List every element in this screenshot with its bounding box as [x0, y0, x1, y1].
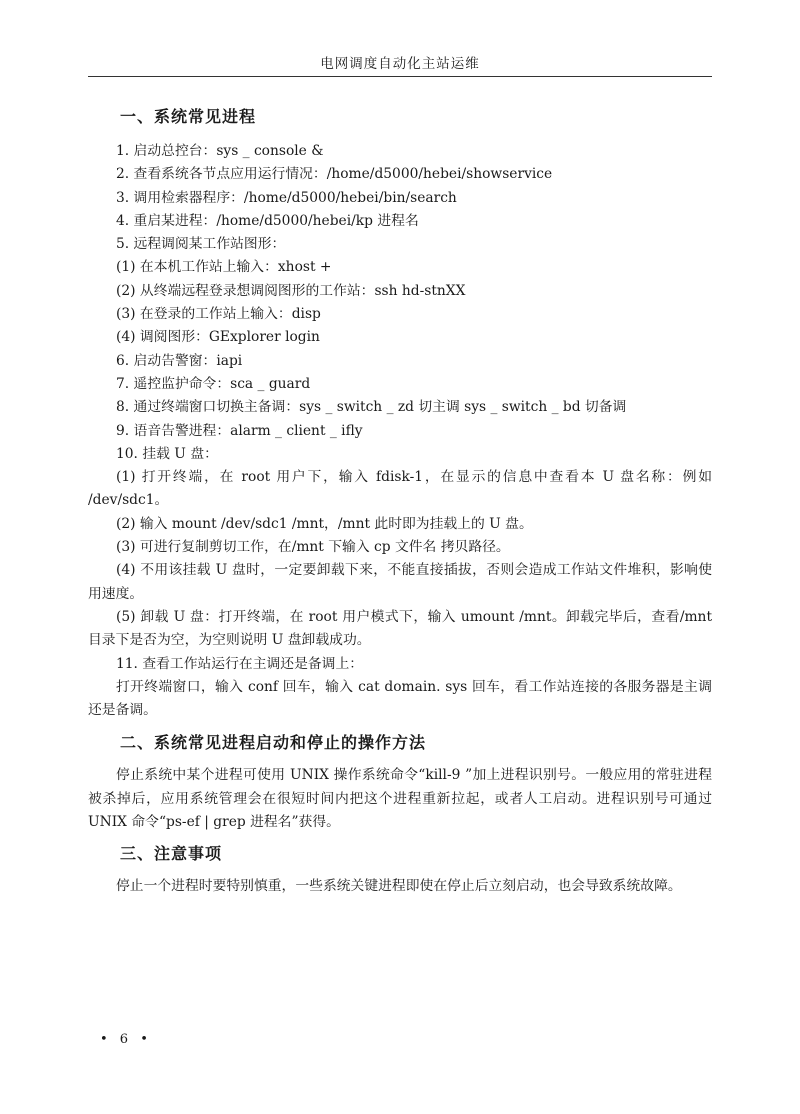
page-body [88, 104, 712, 899]
header-rule [88, 76, 712, 77]
list-item: 11. 查看工作站运行在主调还是备调上： [116, 655, 364, 672]
list-item: (3) 在登录的工作站上输入：disp [116, 306, 321, 323]
list-item: (4) 调阅图形：GExplorer login [116, 329, 320, 346]
list-item: 打开终端窗口，输入 conf 回车，输入 cat domain. sys 回车，看工作站连接的各服务器是主调还是备调。 [88, 678, 712, 719]
list-item: 3. 调用检索器程序：/home/d5000/hebei/bin/search [116, 189, 457, 206]
list-item: (4) 不用该挂载 U 盘时，一定要卸载下来，不能直接插拔，否则会造成工作站文件堆积，影响使用速度。 [88, 562, 712, 602]
list-item: (5) 卸载 U 盘：打开终端，在 root 用户模式下，输入 umount /mnt。卸载完毕后，查看/mnt 目录下是否为空，为空则说明 U 盘卸载成功。 [88, 608, 712, 649]
list-item: 9. 语音告警进程：alarm _ client _ ifly [116, 422, 363, 439]
list-item: (3) 可进行复制剪切工作，在/mnt 下输入 cp 文件名 拷贝路径。 [116, 539, 510, 556]
list-item: (1) 打开终端，在 root 用户下，输入 fdisk-1，在显示的信息中查看本 U 盘名称：例如 /dev/sdc1。 [88, 469, 712, 509]
list-item: 1. 启动总控台：sys _ console & [116, 143, 324, 159]
list-item: (2) 从终端远程登录想调阅图形的工作站：ssh hd-stnXX [116, 282, 466, 299]
section-heading-2: 二、系统常见进程启动和停止的操作方法 [120, 733, 427, 753]
list-item: (2) 输入 mount /dev/sdc1 /mnt，/mnt 此时即为挂载上的 U 盘。 [116, 515, 533, 532]
list-item: 5. 远程调阅某工作站图形： [116, 236, 286, 253]
list-item: 7. 遥控监护命令：sca _ guard [116, 375, 311, 392]
list-item: 6. 启动告警窗：iapi [116, 352, 243, 369]
list-item: 2. 查看系统各节点应用运行情况：/home/d5000/hebei/showservice [116, 166, 553, 183]
body-paragraph: 停止系统中某个进程可使用 UNIX 操作系统命令“kill-9 ”加上进程识别号。一般应用的常驻进程被杀掉后，应用系统管理会在很短时间内把这个进程重新拉起，或者人工启动。进程识别号可通过 UNIX 命令“ps-ef | grep 进程名”获得。 [88, 767, 712, 831]
section-heading-1: 一、系统常见进程 [120, 107, 257, 126]
page-number: • 6 • [100, 1032, 152, 1047]
running-header: 电网调度自动化主站运维 [320, 56, 480, 72]
list-item: (1) 在本机工作站上输入：xhost + [116, 259, 332, 276]
list-item: 4. 重启某进程：/home/d5000/hebei/kp 进程名 [116, 212, 419, 229]
list-item: 8. 通过终端窗口切换主备调：sys _ switch _ zd 切主调 sys _ switch _ bd 切备调 [116, 399, 627, 416]
list-item: 10. 挂载 U 盘： [116, 445, 218, 462]
section-heading-3: 三、注意事项 [120, 844, 223, 864]
body-paragraph: 停止一个进程时要特别慎重，一些系统关键进程即使在停止后立刻启动，也会导致系统故障。 [116, 878, 682, 895]
